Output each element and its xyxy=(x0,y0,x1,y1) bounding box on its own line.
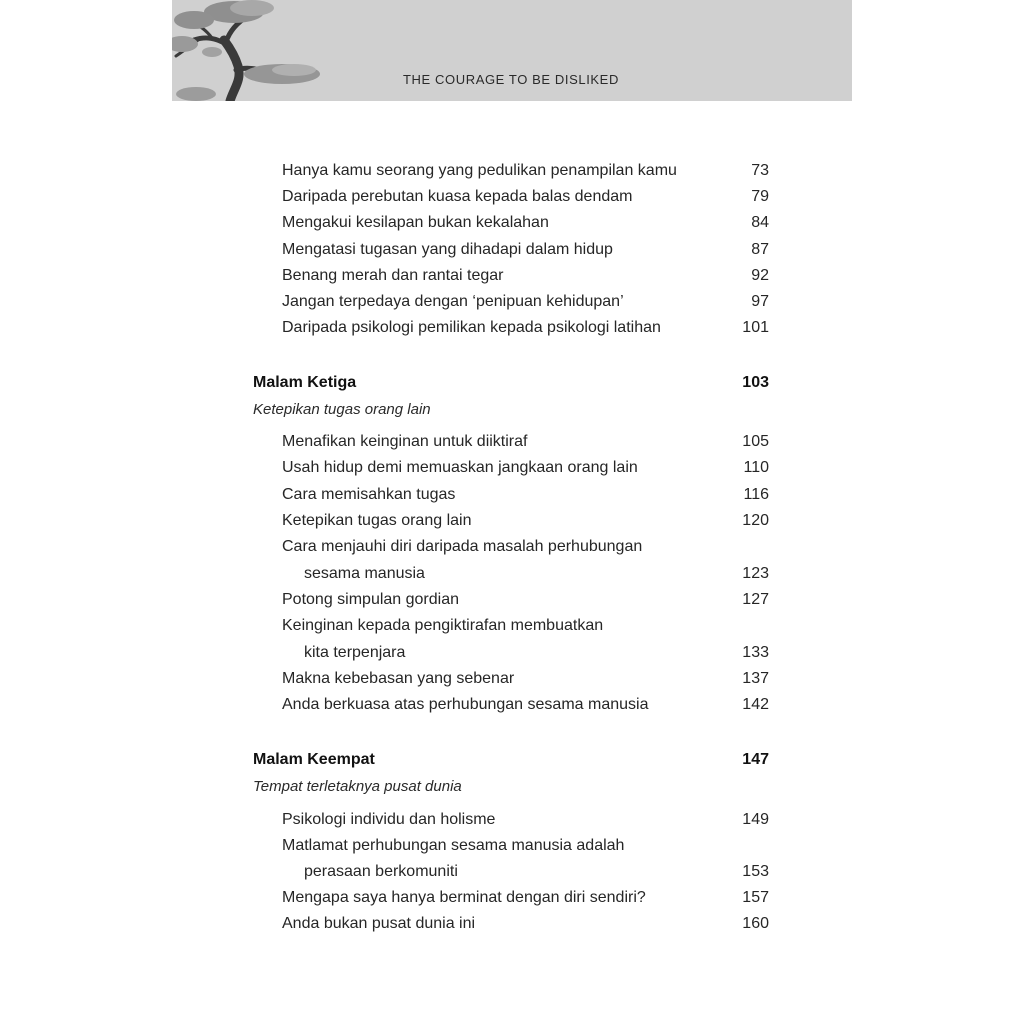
toc-entry-page-number: 97 xyxy=(751,293,769,310)
toc-entry-title: Matlamat perhubungan sesama manusia adalah xyxy=(282,837,625,854)
toc-entry-title: Usah hidup demi memuaskan jangkaan orang lain xyxy=(282,459,638,476)
toc-entry-page-number: 160 xyxy=(742,915,769,932)
toc-entry-title: Mengapa saya hanya berminat dengan diri sendiri? xyxy=(282,889,646,906)
toc-entry-title: Mengatasi tugasan yang dihadapi dalam hidup xyxy=(282,241,613,258)
section-page-number: 147 xyxy=(742,751,769,768)
toc-entry-title-continued: perasaan berkomuniti xyxy=(304,863,458,880)
toc-entry-page-number: 101 xyxy=(742,319,769,336)
toc-entry-title: Menafikan keinginan untuk diiktiraf xyxy=(282,433,528,450)
toc-entry-page-number: 92 xyxy=(751,267,769,284)
toc-entry-title: Cara menjauhi diri daripada masalah perhubungan xyxy=(282,538,643,555)
section-subtitle: Ketepikan tugas orang lain xyxy=(253,401,431,418)
bonsai-tree-illustration xyxy=(172,0,342,101)
running-header-title: THE COURAGE TO BE DISLIKED xyxy=(403,72,619,87)
toc-entry-page-number: 123 xyxy=(742,565,769,582)
toc-entry-page-number: 87 xyxy=(751,241,769,258)
toc-entry-title: Anda bukan pusat dunia ini xyxy=(282,915,476,932)
toc-entry-title: Hanya kamu seorang yang pedulikan penampilan kamu xyxy=(282,162,677,179)
toc-entry-page-number: 137 xyxy=(742,670,769,687)
toc-entry-page-number: 157 xyxy=(742,889,769,906)
section-page-number: 103 xyxy=(742,374,769,391)
toc-entry-title: Keinginan kepada pengiktirafan membuatkan xyxy=(282,617,604,634)
toc-entry-page-number: 127 xyxy=(742,591,769,608)
toc-entry-page-number: 84 xyxy=(751,214,769,231)
toc-entry-page-number: 110 xyxy=(743,459,769,476)
toc-entry-title: Ketepikan tugas orang lain xyxy=(282,512,472,529)
toc-entry-page-number: 153 xyxy=(742,863,769,880)
toc-entry-page-number: 105 xyxy=(742,433,769,450)
toc-entry-title: Daripada perebutan kuasa kepada balas dendam xyxy=(282,188,633,205)
toc-entry-title-continued: sesama manusia xyxy=(304,565,425,582)
toc-entry-title: Cara memisahkan tugas xyxy=(282,486,456,503)
toc-entry-page-number: 73 xyxy=(751,162,769,179)
toc-entry-title: Daripada psikologi pemilikan kepada psikologi latihan xyxy=(282,319,661,336)
toc-entry-title: Anda berkuasa atas perhubungan sesama manusia xyxy=(282,696,649,713)
section-title: Malam Ketiga xyxy=(253,374,357,391)
toc-entry-page-number: 120 xyxy=(742,512,769,529)
section-title: Malam Keempat xyxy=(253,751,375,768)
toc-entry-title: Makna kebebasan yang sebenar xyxy=(282,670,515,687)
toc-entry-title: Benang merah dan rantai tegar xyxy=(282,267,504,284)
toc-entry-title: Psikologi individu dan holisme xyxy=(282,811,496,828)
toc-entry-title: Jangan terpedaya dengan ‘penipuan kehidupan’ xyxy=(282,293,624,310)
toc-entry-title: Potong simpulan gordian xyxy=(282,591,460,608)
toc-entry-title-continued: kita terpenjara xyxy=(304,644,406,661)
toc-entry-title: Mengakui kesilapan bukan kekalahan xyxy=(282,214,549,231)
toc-entry-page-number: 142 xyxy=(742,696,769,713)
toc-entry-page-number: 79 xyxy=(751,188,769,205)
section-subtitle: Tempat terletaknya pusat dunia xyxy=(253,778,462,795)
header-band xyxy=(172,0,852,101)
toc-entry-page-number: 116 xyxy=(743,486,769,503)
toc-entry-page-number: 149 xyxy=(742,811,769,828)
toc-entry-page-number: 133 xyxy=(742,644,769,661)
